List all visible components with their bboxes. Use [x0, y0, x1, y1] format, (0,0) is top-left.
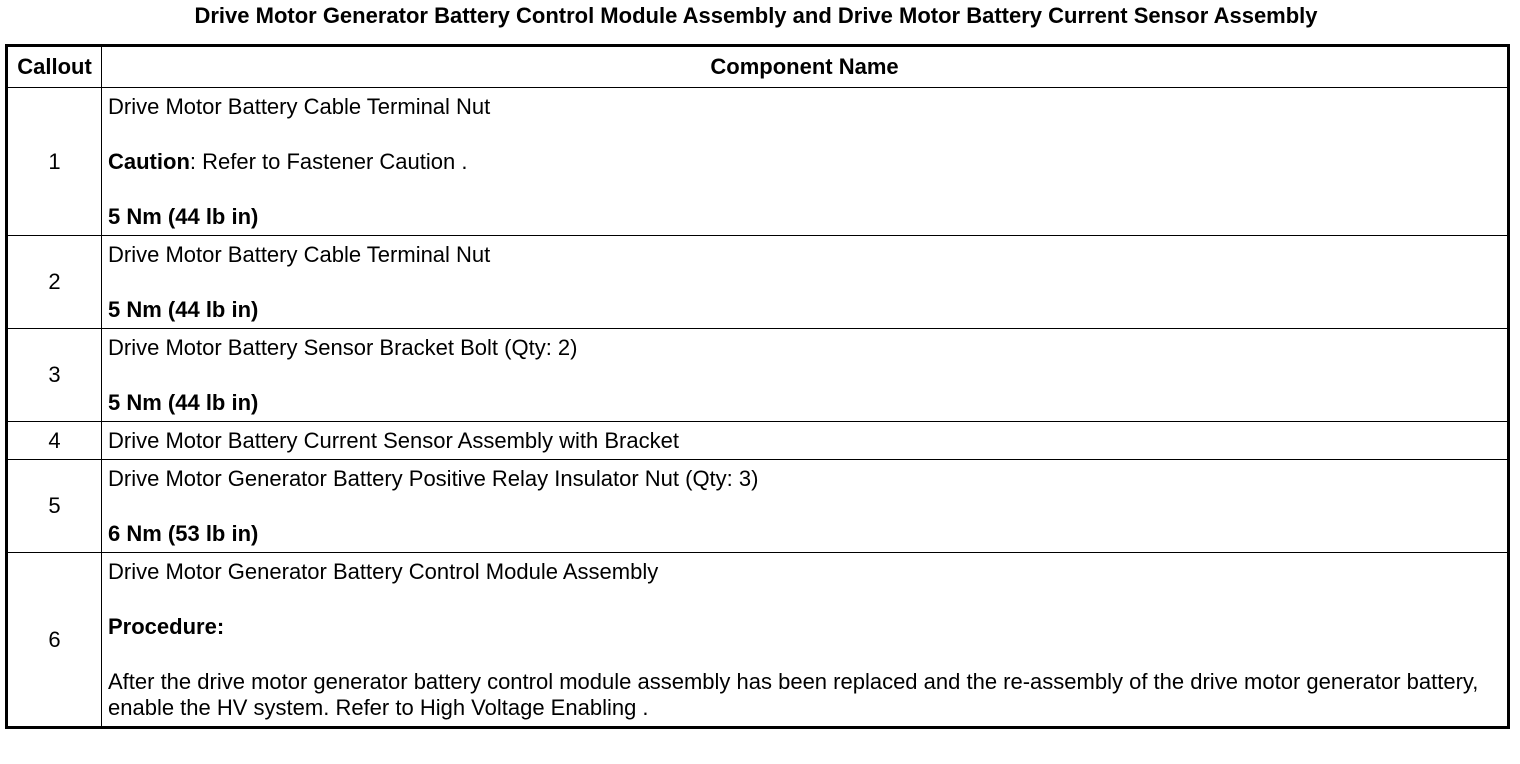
torque-spec: 5 Nm (44 lb in) — [108, 297, 259, 322]
torque-spec: 6 Nm (53 lb in) — [108, 521, 259, 546]
component-table — [5, 44, 1510, 729]
component-name: Drive Motor Battery Current Sensor Assembly with Bracket — [108, 428, 679, 453]
callout-number: 2 — [7, 236, 102, 329]
table-row — [7, 236, 1509, 329]
callout-column-header: Callout — [7, 46, 102, 88]
callout-number: 4 — [7, 422, 102, 460]
component-cell — [102, 329, 1509, 422]
component-column-header: Component Name — [102, 46, 1509, 88]
torque-spec: 5 Nm (44 lb in) — [108, 390, 259, 415]
component-cell — [102, 460, 1509, 553]
caution-label: Caution — [108, 149, 190, 174]
component-name: Drive Motor Battery Cable Terminal Nut — [108, 242, 491, 267]
page-title: Drive Motor Generator Battery Control Module Assembly and Drive Motor Battery Current Sensor Assembly — [194, 3, 1318, 28]
caution-text: : Refer to Fastener Caution . — [189, 149, 468, 174]
component-cell — [102, 553, 1509, 728]
callout-number: 6 — [7, 553, 102, 728]
callout-number: 3 — [7, 329, 102, 422]
component-cell — [102, 236, 1509, 329]
table-row — [7, 553, 1509, 728]
table-row — [7, 88, 1509, 236]
table-row — [7, 422, 1509, 460]
procedure-label: Procedure: — [108, 614, 225, 639]
component-cell — [102, 422, 1509, 460]
callout-number: 1 — [7, 88, 102, 236]
component-name: Drive Motor Battery Sensor Bracket Bolt (Qty: 2) — [108, 335, 578, 360]
table-row — [7, 460, 1509, 553]
callout-number: 5 — [7, 460, 102, 553]
torque-spec: 5 Nm (44 lb in) — [108, 204, 259, 229]
component-name: Drive Motor Battery Cable Terminal Nut — [108, 94, 491, 119]
table-header-row — [7, 46, 1509, 88]
component-name: Drive Motor Generator Battery Positive Relay Insulator Nut (Qty: 3) — [108, 466, 759, 491]
caution-note — [108, 149, 1501, 175]
table-row — [7, 329, 1509, 422]
component-cell — [102, 88, 1509, 236]
component-name: Drive Motor Generator Battery Control Module Assembly — [108, 559, 659, 584]
procedure-text: After the drive motor generator battery control module assembly has been replaced and the re-assembly of the drive motor generator battery, enable the HV system. Refer to High Voltage Enabling . — [108, 669, 1479, 720]
